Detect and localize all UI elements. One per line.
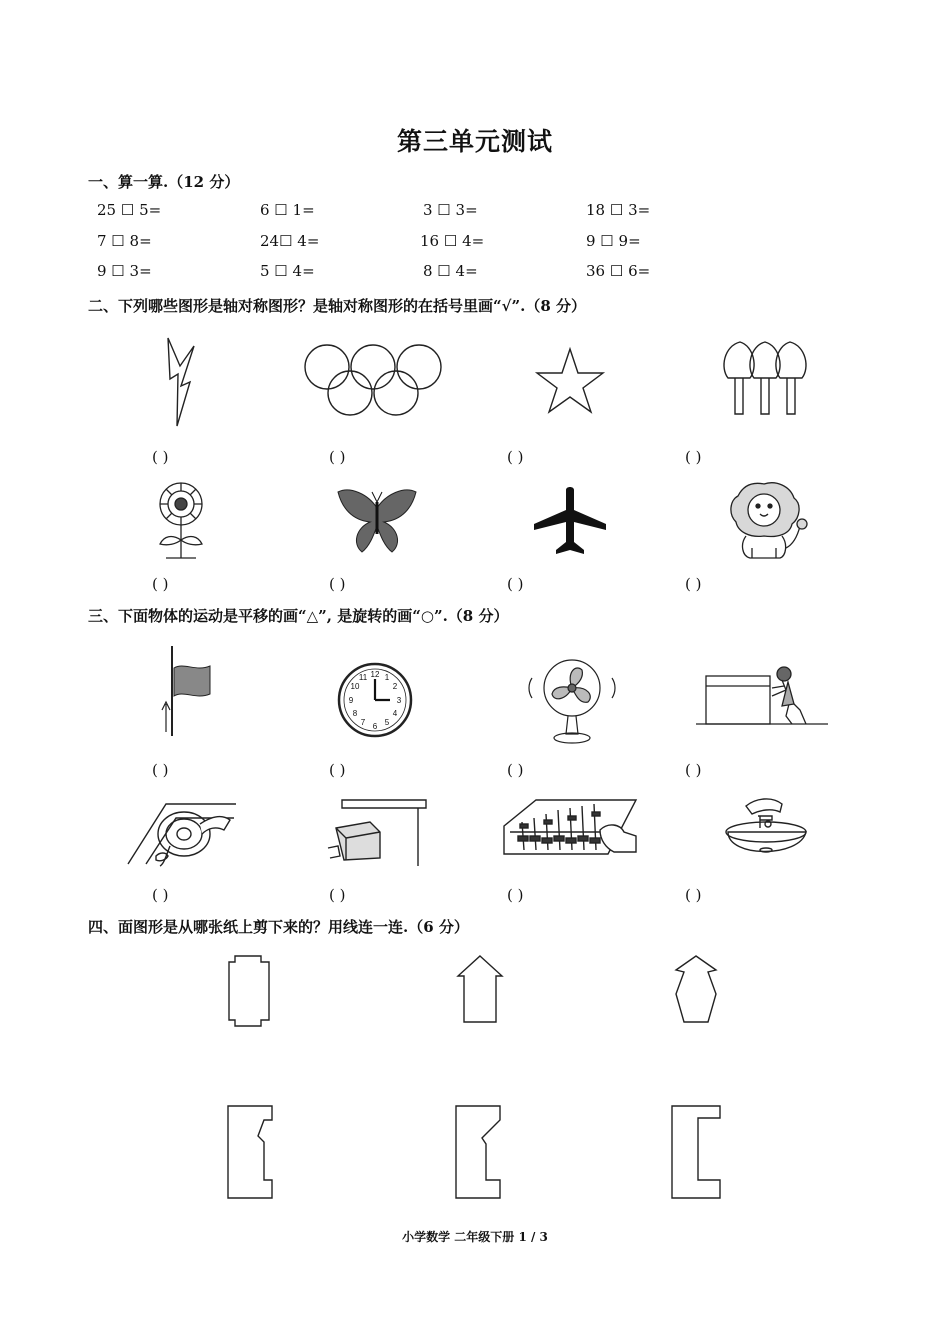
faucet-icon bbox=[720, 792, 812, 870]
calc-item: 25 ☐ 5= bbox=[97, 201, 162, 219]
cut-shape-arrow[interactable] bbox=[454, 954, 506, 1026]
clock-icon bbox=[336, 661, 414, 739]
pushing-box-icon bbox=[696, 660, 830, 730]
drawer-icon bbox=[326, 798, 430, 868]
flower-icon bbox=[150, 478, 212, 564]
paper-piece-1[interactable] bbox=[224, 1104, 280, 1200]
calc-item: 5 ☐ 4= bbox=[260, 262, 315, 280]
answer-parentheses[interactable]: ( ) bbox=[329, 886, 346, 904]
page-footer: 小学数学 二年级下册 1 / 3 bbox=[402, 1230, 548, 1244]
answer-parentheses[interactable]: ( ) bbox=[507, 575, 524, 593]
calc-item: 3 ☐ 3= bbox=[423, 201, 478, 219]
svg-text:9: 9 bbox=[348, 696, 354, 705]
calc-item: 8 ☐ 4= bbox=[423, 262, 478, 280]
svg-text:2: 2 bbox=[392, 682, 398, 691]
calc-item: 16 ☐ 4= bbox=[420, 232, 485, 250]
olympic-rings-icon bbox=[302, 338, 444, 422]
answer-parentheses[interactable]: ( ) bbox=[152, 575, 169, 593]
answer-parentheses[interactable]: ( ) bbox=[507, 886, 524, 904]
cut-shape-hexagon-arrow[interactable] bbox=[670, 954, 722, 1026]
answer-parentheses[interactable]: ( ) bbox=[685, 761, 702, 779]
answer-parentheses[interactable]: ( ) bbox=[152, 761, 169, 779]
svg-text:4: 4 bbox=[392, 709, 398, 718]
page-title: 第三单元测试 bbox=[396, 127, 553, 156]
section-1-heading: 一、算一算.（12 分） bbox=[88, 173, 240, 191]
calc-item: 18 ☐ 3= bbox=[586, 201, 651, 219]
section-4-heading: 四、面图形是从哪张纸上剪下来的？用线连一连.（6 分） bbox=[88, 918, 469, 936]
answer-parentheses[interactable]: ( ) bbox=[685, 575, 702, 593]
calc-item: 9 ☐ 3= bbox=[97, 262, 152, 280]
paper-piece-3[interactable] bbox=[668, 1104, 724, 1200]
svg-text:6: 6 bbox=[372, 722, 378, 731]
abacus-icon bbox=[502, 796, 638, 868]
answer-parentheses[interactable]: ( ) bbox=[685, 448, 702, 466]
answer-parentheses[interactable]: ( ) bbox=[152, 448, 169, 466]
svg-text:1: 1 bbox=[384, 673, 390, 682]
section-2-heading: 二、下列哪些图形是轴对称图形？是轴对称图形的在括号里画“√”.（8 分） bbox=[88, 297, 586, 315]
answer-parentheses[interactable]: ( ) bbox=[329, 761, 346, 779]
calc-item: 6 ☐ 1= bbox=[260, 201, 315, 219]
answer-parentheses[interactable]: ( ) bbox=[152, 886, 169, 904]
answer-parentheses[interactable]: ( ) bbox=[329, 448, 346, 466]
cut-shape-notched-rectangle[interactable] bbox=[225, 954, 275, 1028]
lion-icon bbox=[724, 478, 814, 564]
rising-flag-icon bbox=[152, 642, 214, 740]
answer-parentheses[interactable]: ( ) bbox=[507, 761, 524, 779]
svg-text:12: 12 bbox=[370, 670, 380, 679]
steering-wheel-icon bbox=[126, 794, 238, 868]
calc-item: 36 ☐ 6= bbox=[586, 262, 651, 280]
airplane-icon bbox=[532, 484, 608, 558]
calc-item: 9 ☐ 9= bbox=[586, 232, 641, 250]
answer-parentheses[interactable]: ( ) bbox=[329, 575, 346, 593]
star-icon bbox=[534, 345, 606, 417]
svg-text:10: 10 bbox=[350, 682, 360, 691]
calc-item: 7 ☐ 8= bbox=[97, 232, 152, 250]
answer-parentheses[interactable]: ( ) bbox=[507, 448, 524, 466]
svg-text:11: 11 bbox=[358, 673, 368, 682]
electric-fan-icon bbox=[526, 654, 618, 746]
svg-text:8: 8 bbox=[352, 709, 358, 718]
svg-text:3: 3 bbox=[396, 696, 402, 705]
svg-text:5: 5 bbox=[384, 718, 390, 727]
svg-text:7: 7 bbox=[360, 718, 366, 727]
answer-parentheses[interactable]: ( ) bbox=[685, 886, 702, 904]
calc-item: 24☐ 4= bbox=[260, 232, 320, 250]
butterfly-icon bbox=[334, 486, 420, 556]
lightning-icon bbox=[150, 334, 212, 430]
section-3-heading: 三、下面物体的运动是平移的画“△”, 是旋转的画“○”.（8 分） bbox=[88, 607, 509, 625]
paper-piece-2[interactable] bbox=[452, 1104, 508, 1200]
trees-icon bbox=[718, 338, 812, 420]
